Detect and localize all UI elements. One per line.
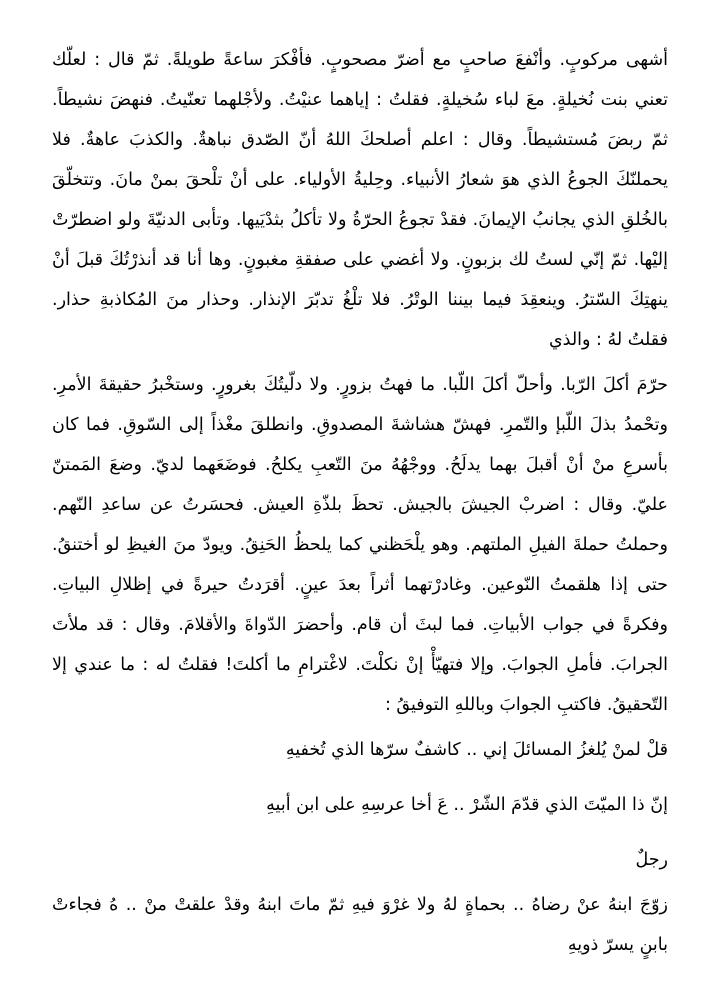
paragraph-2: حرّمَ أكلَ الرّبا. وأحلّ أكلَ اللّبا. ما فهتُ بزورٍ. ولا دلّيتُكَ بغرورٍ. وستخْبرُ حقيقةَ الأمرِ. وتحْمدُ بذلَ اللّبإ والتّمرِ. فهشّ هشاشةَ المصدوقِ. وانطلقَ مغْذاً إلى السّوقِ. فما كان بأسرعِ منْ أنْ أقبلَ بهما يدلَحُ. ووجْهُهُ منَ التّعبِ يكلحُ. فوضَعَهما لديّ. وضعَ المَمتنّ عليّ. وقال : اضربْ الجيشَ بالجيش. تحظَ بلذّةِ العيش. فحسَرتُ عن ساعدِ النّهم. وحملتُ حملةَ الفيلِ الملتهم. وهو يلْحَظني كما يلحظُ الحَنِقُ. ويودّ منَ الغيظِ لو أختنقُ. حتى إذا هلقمتُ النّوعين. وغادرْتهما أثراً بعدَ عينٍ. أقرَدتُ حيرةً في إظلالِ البياتِ. وفكرةً في جواب الأبياتِ. فما لبثَ أن قام. وأحضرَ الدّواةَ والأقلامَ. وقال : قد ملأتَ الجرابَ. فأملِ الجوابَ. وإلا فتهيّأْ إنْ نكلْتَ. لاغْترامِ ما أكلتَ! فقلتُ له : ما عندي إلا التّحقيقُ. فاكتبِ الجوابَ وباللهِ التوفيقُ : <box>52 375 668 715</box>
verse-line-1: قلْ لمنْ يُلغزُ المسائلَ إني .. كاشفٌ سرّها الذي تُخفيهِ <box>285 740 668 760</box>
verse-line-3: رجلٌ <box>635 850 668 870</box>
verse-line-2: إنّ ذا الميّتَ الذي قدّمَ الشّرْ .. عَ أخا عرسِهِ على ابن أبيهِ <box>266 795 668 815</box>
paragraph-final: زوّجَ ابنهُ عنْ رضاهُ .. بحماةٍ لهُ ولا غرْوَ فيهِ ثمّ ماتَ ابنهُ وقدْ علقتْ منْ .. هُ فجاءتْ بابنٍ يسرّ ذويهِ <box>52 895 668 955</box>
paragraph-1: أشهى مركوبٍ. وأنْفعَ صاحبٍ مع أضرّ مصحوبٍ. فأفْكرَ ساعةً طويلةً. ثمّ قال : لعلّك تعني بنت نُخيلةٍ. معَ لباء سُخيلةٍ. فقلتُ : إياهما عنيْتُ. ولأجْلهما تعنّيتُ. فنهضَ نشيطاً. ثمّ ربضَ مُستشيطاً. وقال : اعلم أصلحكَ اللهُ أنّ الصّدق نباهةٌ. والكذبَ عاهةٌ. فلا يحملنّكَ الجوعُ الذي هوَ شعارُ الأنبياء. وحِليةُ الأولياء. على أنْ تلْحقَ بمنْ مانَ. وتتخلّقَ بالخُلقِ الذي يجانبُ الإيمانَ. فقدْ تجوعُ الحرّةُ ولا تأكلُ بثدْيَيها. وتأبى الدنيّةَ ولو اضطرّتْ إليْها. ثمّ إنّي لستُ لك بزبونٍ. ولا أغضي على صفقةِ مغبونٍ. وها أنا قد أنذرْتُكَ قبلَ أنْ ينهتِكَ السّترُ. وينعقِدَ فيما بيننا الوتْرُ. فلا تلْغُ تدبّرَ الإنذار. وحذار منَ المُكاذبةِ حذار. فقلتُ لهُ : والذي <box>52 50 668 350</box>
